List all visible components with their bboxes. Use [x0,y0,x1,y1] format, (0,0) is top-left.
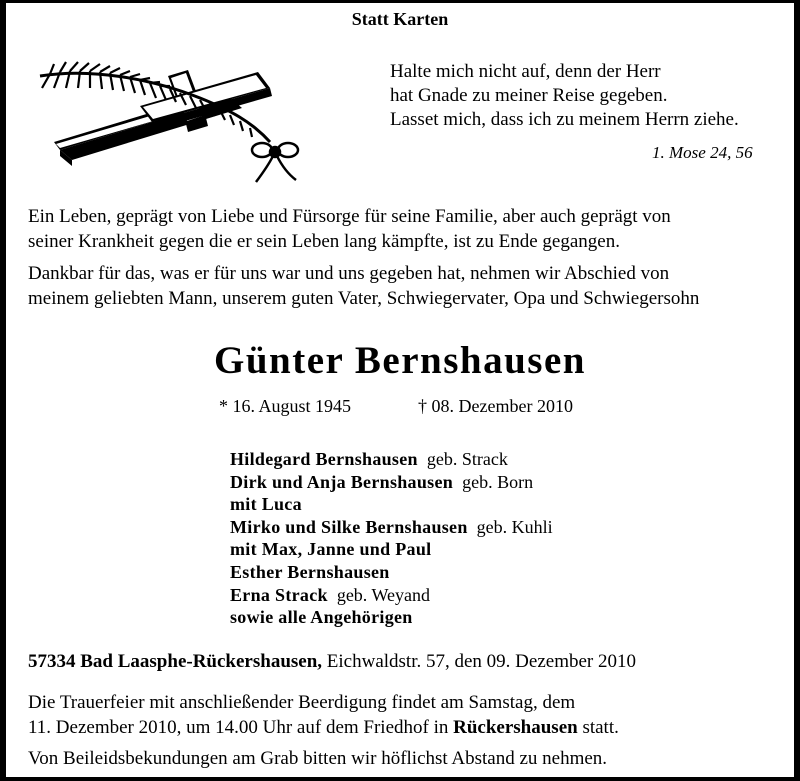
mourner-name: Erna Strack [230,584,328,605]
address-line [28,651,636,673]
mourner-name: sowie alle Angehörigen [230,607,413,628]
mourner-suffix: geb. Strack [426,449,508,469]
mourner-entry [230,448,553,471]
mourner-suffix: geb. Born [462,471,534,492]
bible-verse [390,60,739,132]
intro-paragraph-1 [28,204,671,254]
deceased-name: Günter Bernshausen [214,339,586,382]
mourners-list [230,448,553,629]
mourner-entry [230,471,553,494]
mourner-entry [230,561,553,584]
cross-palm-icon [30,58,320,188]
text-line: Dankbar für das, was er für uns war und uns gegeben hat, nehmen wir Abschied von [28,263,670,284]
mourner-entry [230,493,553,516]
mourner-name: Mirko und Silke Bernshausen [230,516,468,537]
address-rest: Eichwaldstr. 57, den 09. Dezember 2010 [326,651,636,672]
mourner-name: mit Luca [230,494,302,515]
verse-line: Halte mich nicht auf, denn der Herr [390,61,661,82]
funeral-end: statt. [582,717,619,738]
mourner-entry [230,516,553,539]
closing-note: Von Beileidsbekundungen am Grab bitten wir höflichst Abstand zu nehmen. [28,748,608,769]
text-line: seiner Krankheit gegen die er sein Leben lang kämpfte, ist zu Ende gegangen. [28,231,620,252]
text-line: meinem geliebten Mann, unserem guten Vater, Schwiegervater, Opa und Schwiegersohn [28,288,700,309]
text-line [28,715,619,740]
mourner-entry [230,538,553,561]
verse-reference: 1. Mose 24, 56 [652,143,753,162]
text-line: Ein Leben, geprägt von Liebe und Fürsorge für seine Familie, aber auch geprägt von [28,206,671,227]
verse-line: hat Gnade zu meiner Reise gegeben. [390,85,668,106]
verse-line: Lasset mich, dass ich zu meinem Herrn ziehe. [390,109,739,130]
mourner-name: Esther Bernshausen [230,561,390,582]
mourner-name: Hildegard Bernshausen [230,449,418,469]
mourner-suffix: geb. Weyand [336,584,431,605]
intro-paragraph-2 [28,261,699,311]
mourner-suffix: geb. Kuhli [476,516,553,537]
funeral-info [28,690,619,740]
mourner-name: mit Max, Janne und Paul [230,539,432,560]
mourner-entry [230,584,553,607]
mourner-name: Dirk und Anja Bernshausen [230,471,454,492]
death-date: † 08. Dezember 2010 [418,396,573,416]
birth-date: * 16. August 1945 [219,396,352,416]
text-line: Die Trauerfeier mit anschließender Beerdigung findet am Samstag, dem [28,692,576,713]
funeral-place: Rückershausen [453,717,578,738]
funeral-time: 11. Dezember 2010, um 14.00 Uhr auf dem Friedhof in [28,717,449,738]
address-place: 57334 Bad Laasphe-Rückershausen, [28,651,323,672]
mourner-entry [230,606,553,629]
notice-header: Statt Karten [351,9,449,29]
